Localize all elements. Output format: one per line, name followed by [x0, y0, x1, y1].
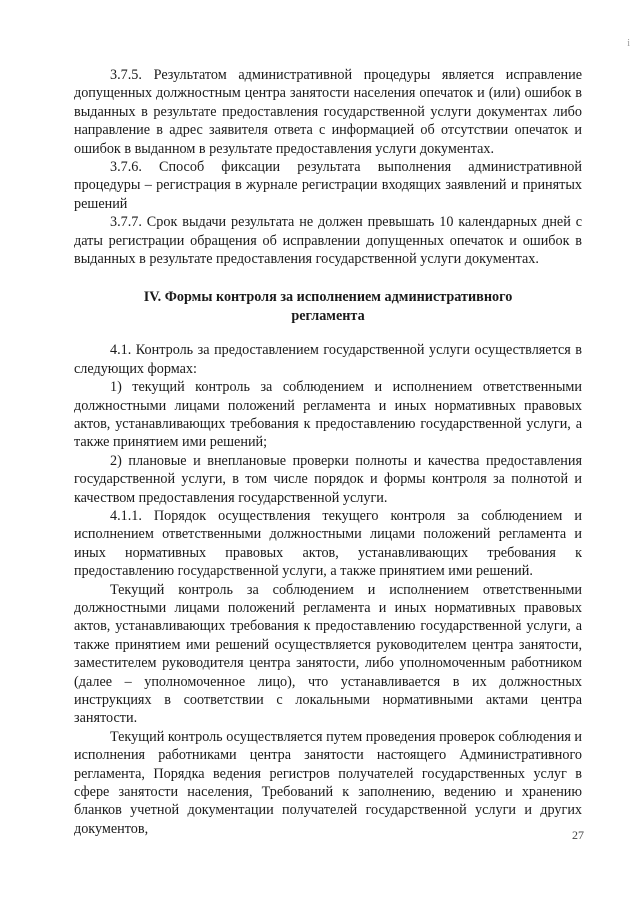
paragraph-3-7-5: 3.7.5. Результатом административной процедуры является исправление допущенных должностным центра занятости населения опечаток и (или) ошибок в выданных в результате предоставления государственной услуги документах либо направление в адрес заявителя ответа с информацией об отсутствии опечаток и ошибок в выданном в результате предоставления услуги документах. [74, 67, 582, 157]
margin-mark: i [627, 38, 630, 49]
document-body [74, 66, 582, 838]
page-number: 27 [572, 828, 584, 842]
section-heading: IV. Формы контроля за исполнением административного регламента [143, 289, 513, 324]
list-item-2: 2) плановые и внеплановые проверки полноты и качества предоставления государственной услуги, в том числе порядок и формы контроля за полнотой и качеством предоставления государственной услуги. [74, 452, 582, 506]
list-item-1: 1) текущий контроль за соблюдением и исполнением ответственными должностными лицами положений регламента и иных нормативных правовых актов, устанавливающих требования к предоставлению государственной услуги, а также принятием ими решений; [74, 379, 582, 451]
paragraph-4-1: 4.1. Контроль за предоставлением государственной услуги осуществляется в следующих формах: [74, 342, 582, 377]
paragraph-3-7-7: 3.7.7. Срок выдачи результата не должен превышать 10 календарных дней с даты регистрации обращения об исправлении допущенных опечаток и ошибок в выданных в результате предоставления государственной услуги документах. [74, 214, 582, 268]
paragraph-4-1-1: 4.1.1. Порядок осуществления текущего контроля за соблюдением и исполнением ответственными должностными лицами положений регламента и иных нормативных правовых актов, устанавливающих требования к предоставлению государственной услуги, а также принятием ими решений. [74, 507, 582, 580]
paragraph-control-method: Текущий контроль осуществляется путем проведения проверок соблюдения и исполнения работниками центра занятости настоящего Административного регламента, Порядка ведения регистров получателей государственных услуг в сфере занятости населения, Требований к заполнению, ведению и хранению бланков учетной документации получателей государственной услуги и других документов, [74, 728, 582, 837]
paragraph-current-control: Текущий контроль за соблюдением и исполнением ответственными должностными лицами положений регламента и иных нормативных правовых актов, устанавливающих требования к предоставлению государственной услуги, а также принятием ими решений осуществляется руководителем центра занятости, заместителем руководителя центра занятости, либо уполномоченным работником (далее – уполномоченное лицо), что устанавливается в их должностных инструкциях в соответствии с локальными нормативными актами центра занятости. [74, 581, 582, 727]
paragraph-3-7-6: 3.7.6. Способ фиксации результата выполнения административной процедуры – регистрация в журнале регистрации входящих заявлений и принятых решений [74, 159, 582, 212]
